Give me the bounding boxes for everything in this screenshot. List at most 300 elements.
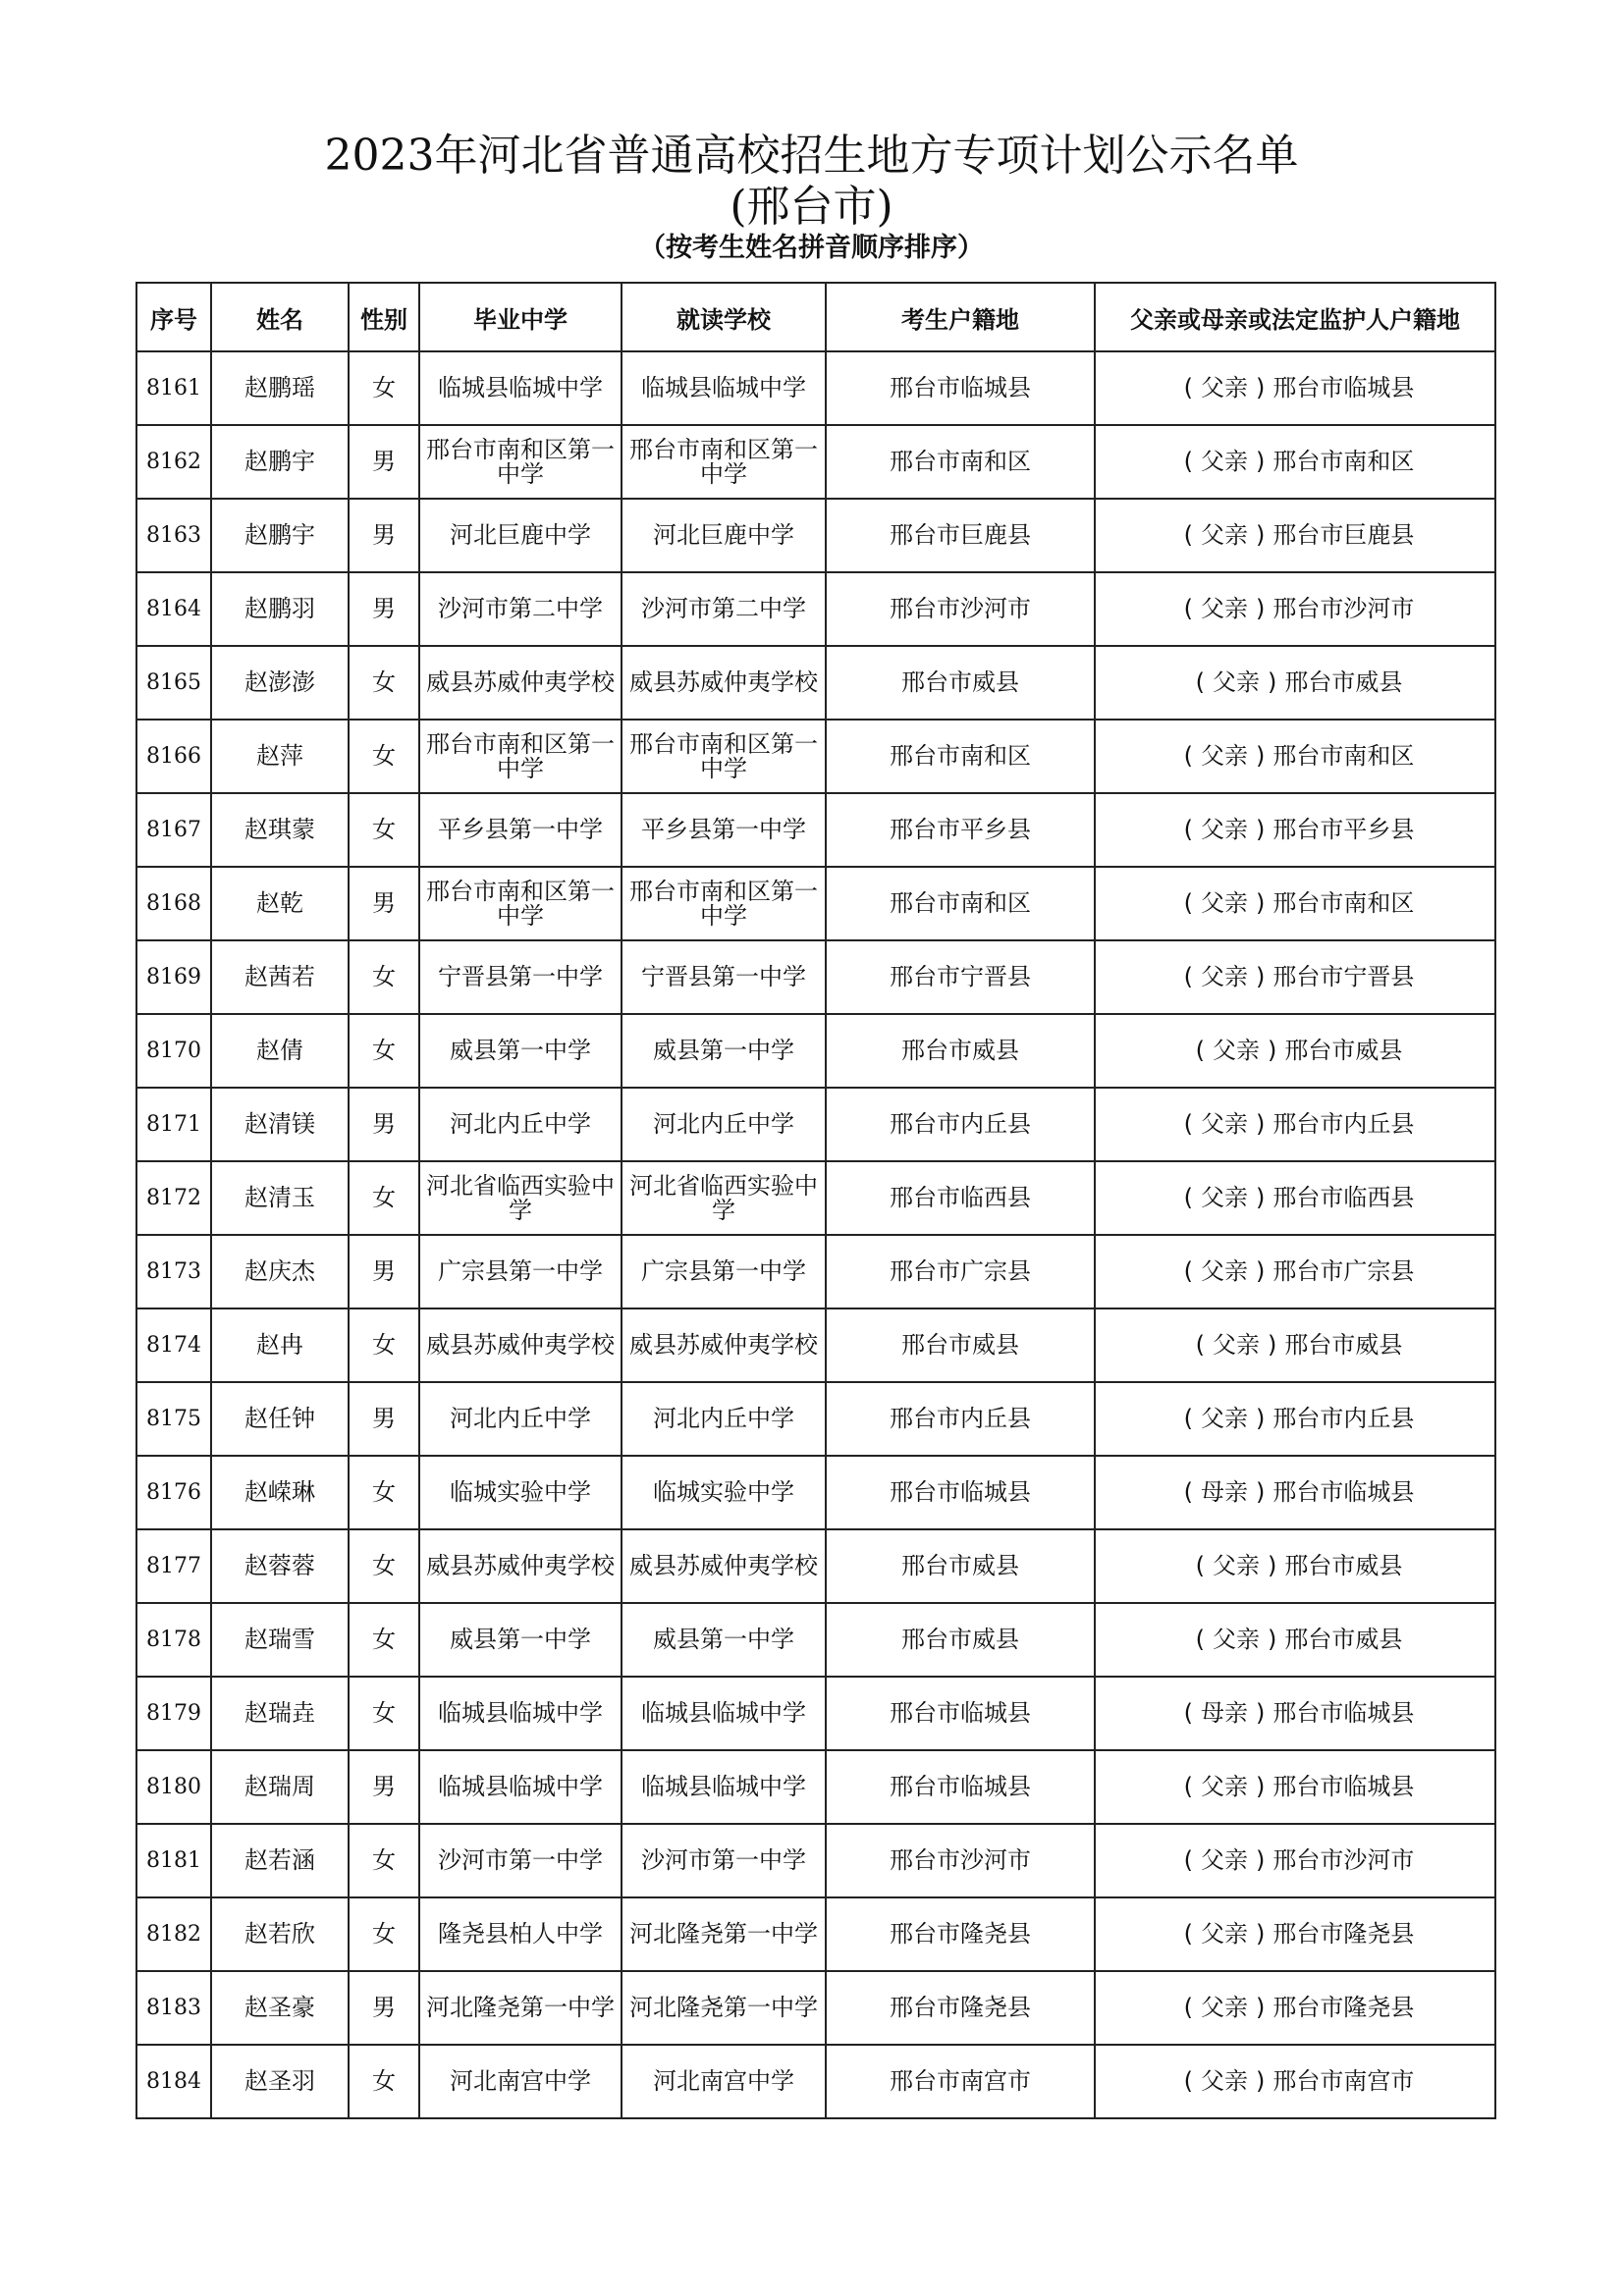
cell-gender: 男 [349, 425, 419, 499]
cell-gender: 女 [349, 1308, 419, 1382]
guardian-residence: 邢台市广宗县 [1272, 1257, 1415, 1285]
guardian-residence: 邢台市威县 [1284, 1037, 1403, 1064]
paren-close: ) [1256, 1184, 1266, 1211]
cell-name: 赵乾 [211, 867, 349, 940]
cell-current-school: 河北南宫中学 [622, 2045, 826, 2118]
guardian-residence: 邢台市临城县 [1272, 374, 1415, 401]
paren-open: ( [1195, 1626, 1205, 1653]
guardian-residence: 邢台市内丘县 [1272, 1405, 1415, 1432]
table-row [136, 1014, 1495, 1088]
cell-seq: 8163 [136, 499, 211, 572]
paren-close: ) [1256, 521, 1266, 549]
guardian-relation: 父亲 [1201, 1110, 1248, 1138]
cell-seq: 8161 [136, 351, 211, 425]
cell-grad-school: 宁晋县第一中学 [419, 940, 622, 1014]
cell-parent-residence [1095, 425, 1495, 499]
header-row [136, 283, 1495, 351]
cell-name: 赵瑞雪 [211, 1603, 349, 1677]
paren-close: ) [1256, 448, 1266, 475]
cell-current-school: 河北隆尧第一中学 [622, 1897, 826, 1971]
cell-grad-school: 威县第一中学 [419, 1603, 622, 1677]
guardian-relation: 父亲 [1201, 1773, 1248, 1800]
cell-residence: 邢台市临城县 [826, 1677, 1095, 1750]
cell-seq: 8183 [136, 1971, 211, 2045]
paren-open: ( [1195, 1331, 1205, 1359]
cell-name: 赵清玉 [211, 1161, 349, 1235]
cell-parent-residence [1095, 1603, 1495, 1677]
paren-close: ) [1256, 1257, 1266, 1285]
cell-gender: 男 [349, 1971, 419, 2045]
paren-close: ) [1268, 1037, 1277, 1064]
cell-grad-school: 邢台市南和区第一中学 [419, 720, 622, 793]
cell-parent-residence [1095, 1456, 1495, 1529]
table-row [136, 1161, 1495, 1235]
cell-gender: 女 [349, 793, 419, 867]
guardian-relation: 父亲 [1201, 1920, 1248, 1948]
cell-parent-residence [1095, 793, 1495, 867]
cell-name: 赵圣羽 [211, 2045, 349, 2118]
paren-close: ) [1256, 889, 1266, 917]
cell-name: 赵若涵 [211, 1824, 349, 1897]
cell-residence: 邢台市宁晋县 [826, 940, 1095, 1014]
cell-seq: 8174 [136, 1308, 211, 1382]
cell-parent-residence [1095, 1088, 1495, 1161]
cell-current-school: 威县苏威仲夷学校 [622, 1308, 826, 1382]
header-parent-residence: 父亲或母亲或法定监护人户籍地 [1095, 283, 1495, 351]
cell-residence: 邢台市南宫市 [826, 2045, 1095, 2118]
cell-current-school: 临城县临城中学 [622, 351, 826, 425]
paren-open: ( [1195, 668, 1205, 696]
paren-open: ( [1183, 595, 1193, 622]
cell-seq: 8162 [136, 425, 211, 499]
cell-seq: 8175 [136, 1382, 211, 1456]
cell-name: 赵清镁 [211, 1088, 349, 1161]
cell-residence: 邢台市临城县 [826, 1456, 1095, 1529]
cell-residence: 邢台市威县 [826, 1529, 1095, 1603]
roster-body [136, 351, 1495, 2118]
table-row [136, 1603, 1495, 1677]
document-title: 2023年河北省普通高校招生地方专项计划公示名单 [324, 131, 1299, 181]
cell-seq: 8178 [136, 1603, 211, 1677]
cell-residence: 邢台市临城县 [826, 351, 1095, 425]
cell-grad-school: 河北南宫中学 [419, 2045, 622, 2118]
cell-grad-school: 威县苏威仲夷学校 [419, 1308, 622, 1382]
cell-grad-school: 广宗县第一中学 [419, 1235, 622, 1308]
header-residence: 考生户籍地 [826, 283, 1095, 351]
paren-open: ( [1183, 1478, 1193, 1506]
table-row [136, 1897, 1495, 1971]
cell-seq: 8172 [136, 1161, 211, 1235]
table-row [136, 499, 1495, 572]
cell-residence: 邢台市临西县 [826, 1161, 1095, 1235]
sort-note: （按考生姓名拼音顺序排序） [639, 233, 984, 263]
cell-residence: 邢台市沙河市 [826, 1824, 1095, 1897]
cell-seq: 8177 [136, 1529, 211, 1603]
cell-grad-school: 河北省临西实验中学 [419, 1161, 622, 1235]
cell-residence: 邢台市南和区 [826, 720, 1095, 793]
cell-parent-residence [1095, 1014, 1495, 1088]
cell-name: 赵倩 [211, 1014, 349, 1088]
cell-name: 赵冉 [211, 1308, 349, 1382]
cell-current-school: 沙河市第二中学 [622, 572, 826, 646]
paren-close: ) [1256, 1846, 1266, 1874]
paren-open: ( [1183, 2067, 1193, 2095]
cell-name: 赵鹏宇 [211, 499, 349, 572]
guardian-residence: 邢台市隆尧县 [1272, 1994, 1415, 2021]
cell-seq: 8176 [136, 1456, 211, 1529]
guardian-relation: 父亲 [1201, 595, 1248, 622]
paren-close: ) [1268, 668, 1277, 696]
cell-parent-residence [1095, 1235, 1495, 1308]
cell-gender: 女 [349, 940, 419, 1014]
cell-grad-school: 威县苏威仲夷学校 [419, 646, 622, 720]
table-row [136, 940, 1495, 1014]
paren-open: ( [1183, 1257, 1193, 1285]
cell-seq: 8170 [136, 1014, 211, 1088]
cell-current-school: 邢台市南和区第一中学 [622, 720, 826, 793]
paren-open: ( [1183, 1110, 1193, 1138]
paren-open: ( [1183, 1920, 1193, 1948]
cell-residence: 邢台市南和区 [826, 425, 1095, 499]
cell-gender: 女 [349, 351, 419, 425]
guardian-residence: 邢台市沙河市 [1272, 1846, 1415, 1874]
cell-seq: 8184 [136, 2045, 211, 2118]
cell-current-school: 河北巨鹿中学 [622, 499, 826, 572]
cell-gender: 男 [349, 1750, 419, 1824]
guardian-relation: 父亲 [1201, 742, 1248, 770]
cell-parent-residence [1095, 1897, 1495, 1971]
cell-current-school: 威县苏威仲夷学校 [622, 1529, 826, 1603]
cell-gender: 女 [349, 1824, 419, 1897]
paren-close: ) [1256, 2067, 1266, 2095]
cell-name: 赵琪蒙 [211, 793, 349, 867]
guardian-relation: 父亲 [1201, 521, 1248, 549]
paren-close: ) [1256, 1920, 1266, 1948]
cell-name: 赵任钟 [211, 1382, 349, 1456]
cell-current-school: 临城县临城中学 [622, 1677, 826, 1750]
cell-current-school: 威县第一中学 [622, 1603, 826, 1677]
cell-current-school: 广宗县第一中学 [622, 1235, 826, 1308]
guardian-relation: 父亲 [1201, 1994, 1248, 2021]
cell-name: 赵鹏羽 [211, 572, 349, 646]
paren-open: ( [1183, 1184, 1193, 1211]
cell-residence: 邢台市广宗县 [826, 1235, 1095, 1308]
paren-open: ( [1183, 448, 1193, 475]
cell-residence: 邢台市巨鹿县 [826, 499, 1095, 572]
cell-current-school: 沙河市第一中学 [622, 1824, 826, 1897]
cell-gender: 男 [349, 867, 419, 940]
cell-parent-residence [1095, 2045, 1495, 2118]
cell-seq: 8168 [136, 867, 211, 940]
guardian-residence: 邢台市平乡县 [1272, 816, 1415, 843]
guardian-residence: 邢台市巨鹿县 [1272, 521, 1415, 549]
cell-seq: 8164 [136, 572, 211, 646]
cell-parent-residence [1095, 1824, 1495, 1897]
cell-grad-school: 河北隆尧第一中学 [419, 1971, 622, 2045]
cell-seq: 8173 [136, 1235, 211, 1308]
table-row [136, 867, 1495, 940]
cell-current-school: 宁晋县第一中学 [622, 940, 826, 1014]
guardian-residence: 邢台市沙河市 [1272, 595, 1415, 622]
guardian-relation: 父亲 [1201, 374, 1248, 401]
guardian-relation: 母亲 [1201, 1699, 1248, 1727]
paren-open: ( [1183, 1773, 1193, 1800]
document-subtitle: (邢台市) [730, 182, 893, 232]
guardian-relation: 父亲 [1201, 963, 1248, 990]
paren-open: ( [1183, 1994, 1193, 2021]
cell-residence: 邢台市南和区 [826, 867, 1095, 940]
guardian-residence: 邢台市内丘县 [1272, 1110, 1415, 1138]
cell-name: 赵萍 [211, 720, 349, 793]
cell-gender: 女 [349, 1161, 419, 1235]
cell-current-school: 河北内丘中学 [622, 1382, 826, 1456]
cell-residence: 邢台市内丘县 [826, 1088, 1095, 1161]
cell-gender: 女 [349, 646, 419, 720]
guardian-relation: 父亲 [1213, 1552, 1260, 1579]
paren-close: ) [1268, 1552, 1277, 1579]
paren-close: ) [1256, 1405, 1266, 1432]
cell-grad-school: 河北内丘中学 [419, 1382, 622, 1456]
guardian-relation: 父亲 [1201, 1405, 1248, 1432]
guardian-relation: 父亲 [1201, 1184, 1248, 1211]
table-row [136, 1235, 1495, 1308]
guardian-residence: 邢台市威县 [1284, 1626, 1403, 1653]
guardian-relation: 父亲 [1201, 1257, 1248, 1285]
paren-close: ) [1256, 963, 1266, 990]
paren-close: ) [1268, 1331, 1277, 1359]
cell-seq: 8180 [136, 1750, 211, 1824]
cell-gender: 女 [349, 1603, 419, 1677]
cell-gender: 男 [349, 1088, 419, 1161]
cell-residence: 邢台市临城县 [826, 1750, 1095, 1824]
cell-residence: 邢台市沙河市 [826, 572, 1095, 646]
guardian-relation: 父亲 [1201, 816, 1248, 843]
cell-name: 赵庆杰 [211, 1235, 349, 1308]
cell-current-school: 河北隆尧第一中学 [622, 1971, 826, 2045]
guardian-residence: 邢台市威县 [1284, 1331, 1403, 1359]
guardian-relation: 父亲 [1201, 1846, 1248, 1874]
paren-open: ( [1183, 521, 1193, 549]
cell-grad-school: 威县第一中学 [419, 1014, 622, 1088]
roster-table [135, 282, 1496, 2119]
guardian-residence: 邢台市临城县 [1272, 1773, 1415, 1800]
paren-open: ( [1183, 1846, 1193, 1874]
cell-parent-residence [1095, 720, 1495, 793]
table-row [136, 1971, 1495, 2045]
paren-close: ) [1256, 1110, 1266, 1138]
cell-seq: 8171 [136, 1088, 211, 1161]
paren-close: ) [1256, 1478, 1266, 1506]
cell-grad-school: 沙河市第一中学 [419, 1824, 622, 1897]
cell-gender: 女 [349, 1677, 419, 1750]
cell-residence: 邢台市内丘县 [826, 1382, 1095, 1456]
guardian-residence: 邢台市南和区 [1272, 742, 1415, 770]
paren-open: ( [1183, 374, 1193, 401]
guardian-residence: 邢台市威县 [1284, 1552, 1403, 1579]
cell-gender: 女 [349, 1529, 419, 1603]
paren-open: ( [1183, 889, 1193, 917]
cell-name: 赵若欣 [211, 1897, 349, 1971]
cell-seq: 8165 [136, 646, 211, 720]
table-row [136, 1750, 1495, 1824]
cell-seq: 8179 [136, 1677, 211, 1750]
cell-parent-residence [1095, 1971, 1495, 2045]
table-row [136, 2045, 1495, 2118]
guardian-relation: 父亲 [1213, 1331, 1260, 1359]
guardian-residence: 邢台市南宫市 [1272, 2067, 1415, 2095]
cell-grad-school: 河北内丘中学 [419, 1088, 622, 1161]
cell-grad-school: 邢台市南和区第一中学 [419, 425, 622, 499]
guardian-relation: 父亲 [1213, 1037, 1260, 1064]
cell-gender: 女 [349, 1456, 419, 1529]
cell-parent-residence [1095, 1382, 1495, 1456]
guardian-relation: 父亲 [1201, 448, 1248, 475]
cell-grad-school: 临城县临城中学 [419, 1677, 622, 1750]
guardian-relation: 母亲 [1201, 1478, 1248, 1506]
guardian-residence: 邢台市隆尧县 [1272, 1920, 1415, 1948]
cell-seq: 8181 [136, 1824, 211, 1897]
cell-current-school: 威县第一中学 [622, 1014, 826, 1088]
paren-open: ( [1195, 1037, 1205, 1064]
paren-close: ) [1256, 374, 1266, 401]
cell-grad-school: 邢台市南和区第一中学 [419, 867, 622, 940]
cell-current-school: 临城县临城中学 [622, 1750, 826, 1824]
guardian-residence: 邢台市临城县 [1272, 1478, 1415, 1506]
cell-parent-residence [1095, 646, 1495, 720]
cell-name: 赵鹏瑶 [211, 351, 349, 425]
table-row [136, 572, 1495, 646]
cell-residence: 邢台市威县 [826, 1014, 1095, 1088]
table-row [136, 646, 1495, 720]
cell-name: 赵圣豪 [211, 1971, 349, 2045]
cell-residence: 邢台市隆尧县 [826, 1971, 1095, 2045]
cell-grad-school: 沙河市第二中学 [419, 572, 622, 646]
cell-grad-school: 隆尧县柏人中学 [419, 1897, 622, 1971]
cell-grad-school: 平乡县第一中学 [419, 793, 622, 867]
table-row [136, 1088, 1495, 1161]
cell-parent-residence [1095, 572, 1495, 646]
cell-gender: 男 [349, 1235, 419, 1308]
header-name: 姓名 [211, 283, 349, 351]
cell-current-school: 平乡县第一中学 [622, 793, 826, 867]
table-row [136, 1382, 1495, 1456]
table-row [136, 1529, 1495, 1603]
table-row [136, 351, 1495, 425]
cell-name: 赵鹏宇 [211, 425, 349, 499]
paren-open: ( [1183, 816, 1193, 843]
table-row [136, 1308, 1495, 1382]
paren-open: ( [1183, 963, 1193, 990]
cell-parent-residence [1095, 1161, 1495, 1235]
cell-parent-residence [1095, 1529, 1495, 1603]
cell-seq: 8169 [136, 940, 211, 1014]
guardian-residence: 邢台市威县 [1284, 668, 1403, 696]
cell-seq: 8182 [136, 1897, 211, 1971]
cell-name: 赵嵘琳 [211, 1456, 349, 1529]
paren-close: ) [1256, 1773, 1266, 1800]
cell-seq: 8166 [136, 720, 211, 793]
cell-gender: 女 [349, 1897, 419, 1971]
paren-open: ( [1183, 742, 1193, 770]
guardian-relation: 父亲 [1213, 668, 1260, 696]
cell-gender: 男 [349, 572, 419, 646]
cell-parent-residence [1095, 1750, 1495, 1824]
guardian-residence: 邢台市临西县 [1272, 1184, 1415, 1211]
header-current-school: 就读学校 [622, 283, 826, 351]
paren-close: ) [1256, 1699, 1266, 1727]
paren-open: ( [1183, 1405, 1193, 1432]
paren-close: ) [1268, 1626, 1277, 1653]
cell-parent-residence [1095, 1677, 1495, 1750]
cell-residence: 邢台市威县 [826, 646, 1095, 720]
paren-close: ) [1256, 816, 1266, 843]
cell-name: 赵瑞周 [211, 1750, 349, 1824]
cell-residence: 邢台市隆尧县 [826, 1897, 1095, 1971]
guardian-relation: 父亲 [1201, 889, 1248, 917]
cell-name: 赵澎澎 [211, 646, 349, 720]
cell-grad-school: 威县苏威仲夷学校 [419, 1529, 622, 1603]
cell-current-school: 河北内丘中学 [622, 1088, 826, 1161]
table-row [136, 1456, 1495, 1529]
cell-current-school: 邢台市南和区第一中学 [622, 867, 826, 940]
guardian-residence: 邢台市南和区 [1272, 889, 1415, 917]
table-row [136, 1824, 1495, 1897]
cell-gender: 女 [349, 2045, 419, 2118]
header-seq: 序号 [136, 283, 211, 351]
cell-seq: 8167 [136, 793, 211, 867]
paren-open: ( [1195, 1552, 1205, 1579]
guardian-relation: 父亲 [1213, 1626, 1260, 1653]
cell-grad-school: 河北巨鹿中学 [419, 499, 622, 572]
table-row [136, 720, 1495, 793]
guardian-residence: 邢台市宁晋县 [1272, 963, 1415, 990]
guardian-residence: 邢台市临城县 [1272, 1699, 1415, 1727]
table-row [136, 793, 1495, 867]
paren-open: ( [1183, 1699, 1193, 1727]
paren-close: ) [1256, 1994, 1266, 2021]
paren-close: ) [1256, 595, 1266, 622]
header-grad-school: 毕业中学 [419, 283, 622, 351]
guardian-residence: 邢台市南和区 [1272, 448, 1415, 475]
guardian-relation: 父亲 [1201, 2067, 1248, 2095]
cell-residence: 邢台市平乡县 [826, 793, 1095, 867]
cell-residence: 邢台市威县 [826, 1603, 1095, 1677]
table-row [136, 1677, 1495, 1750]
cell-gender: 女 [349, 1014, 419, 1088]
cell-parent-residence [1095, 1308, 1495, 1382]
cell-parent-residence [1095, 351, 1495, 425]
cell-grad-school: 临城县临城中学 [419, 351, 622, 425]
cell-current-school: 河北省临西实验中学 [622, 1161, 826, 1235]
cell-parent-residence [1095, 940, 1495, 1014]
header-gender: 性别 [349, 283, 419, 351]
paren-close: ) [1256, 742, 1266, 770]
cell-name: 赵茜若 [211, 940, 349, 1014]
cell-residence: 邢台市威县 [826, 1308, 1095, 1382]
cell-current-school: 邢台市南和区第一中学 [622, 425, 826, 499]
cell-gender: 男 [349, 499, 419, 572]
cell-grad-school: 临城县临城中学 [419, 1750, 622, 1824]
cell-current-school: 临城实验中学 [622, 1456, 826, 1529]
cell-name: 赵瑞垚 [211, 1677, 349, 1750]
cell-name: 赵蓉蓉 [211, 1529, 349, 1603]
cell-gender: 女 [349, 720, 419, 793]
cell-gender: 男 [349, 1382, 419, 1456]
table-row [136, 425, 1495, 499]
cell-current-school: 威县苏威仲夷学校 [622, 646, 826, 720]
cell-parent-residence [1095, 499, 1495, 572]
cell-grad-school: 临城实验中学 [419, 1456, 622, 1529]
